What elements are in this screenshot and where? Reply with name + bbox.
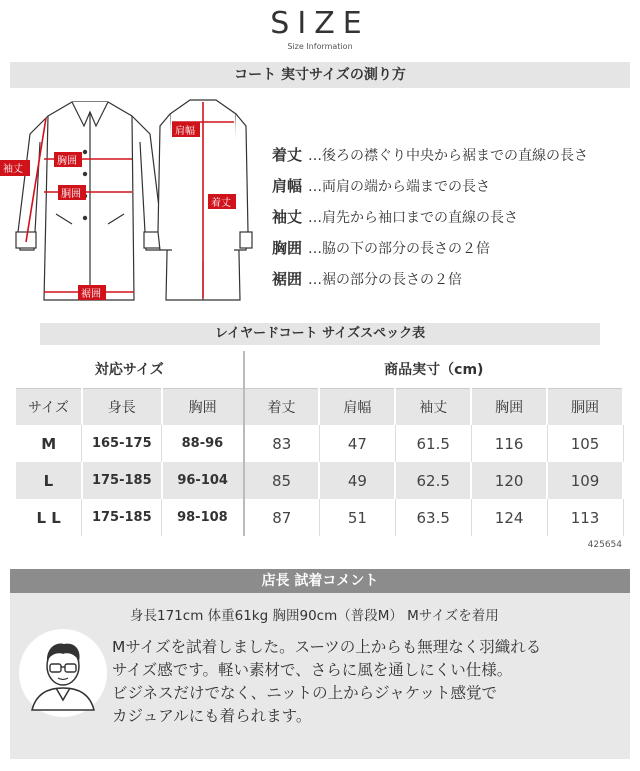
- desc-chest: 胸囲 …脇の下の部分の長さの２倍: [272, 239, 491, 257]
- desc-sleeve: 袖丈 …肩先から袖口までの直線の長さ: [272, 208, 519, 226]
- comment-line: Mサイズを試着しました。スーツの上からも無理なく羽織れる: [112, 638, 542, 656]
- size-spec-table: [16, 351, 624, 536]
- staff-info: 身長171cm 体重61kg 胸囲90cm（普段M） Mサイズを着用: [130, 608, 499, 624]
- desc-shoulder: 肩幅 …両肩の端から端までの長さ: [272, 177, 491, 195]
- table-group-header: [16, 351, 623, 388]
- col-sleeve: 袖丈: [395, 388, 471, 425]
- col-chest: 胸囲: [471, 388, 547, 425]
- group-fit-size: 対応サイズ: [16, 351, 244, 388]
- coat-measurement-diagram: [0, 92, 270, 312]
- group-actual-size: 商品実寸（cm): [244, 351, 623, 388]
- product-code: 425654: [587, 540, 622, 550]
- desc-length: 着丈 …後ろの襟ぐり中央から裾までの直線の長さ: [272, 146, 589, 164]
- spec-title: レイヤードコート サイズスペック表: [40, 323, 600, 345]
- label-hem: 裾囲: [81, 289, 101, 300]
- col-shoulder: 肩幅: [319, 388, 395, 425]
- label-sleeve: 袖丈: [3, 164, 23, 175]
- label-chest: 胸囲: [57, 156, 77, 167]
- comment-line: カジュアルにも着られます。: [112, 707, 312, 725]
- label-shoulder: 肩幅: [175, 126, 195, 137]
- staff-avatar-icon: [18, 628, 108, 718]
- col-waist: 胴囲: [547, 388, 623, 425]
- comment-line: サイズ感です。軽い素材で、さらに風を通しにくい仕様。: [112, 661, 513, 679]
- table-row: L L 175-185 98-108 87 51 63.5 124 113: [16, 499, 623, 536]
- col-height: 身長: [82, 388, 162, 425]
- label-waist: 胴囲: [61, 189, 81, 200]
- col-size: サイズ: [16, 388, 82, 425]
- measure-section-title: コート 実寸サイズの測り方: [10, 62, 630, 88]
- comment-section-title: 店長 試着コメント: [10, 569, 630, 593]
- size-subtitle: Size Information: [287, 42, 353, 51]
- table-column-header: [16, 388, 623, 425]
- col-length: 着丈: [244, 388, 320, 425]
- label-length: 着丈: [211, 198, 231, 209]
- size-title: SIZE: [270, 6, 370, 41]
- comment-line: ビジネスだけでなく、ニットの上からジャケット感覚で: [112, 684, 498, 702]
- col-chest-fit: 胸囲: [162, 388, 244, 425]
- desc-hem: 裾囲 …裾の部分の長さの２倍: [272, 270, 463, 288]
- table-row: L 175-185 96-104 85 49 62.5 120 109: [16, 462, 623, 499]
- comment-text: [112, 636, 622, 728]
- table-row: M 165-175 88-96 83 47 61.5 116 105: [16, 425, 623, 462]
